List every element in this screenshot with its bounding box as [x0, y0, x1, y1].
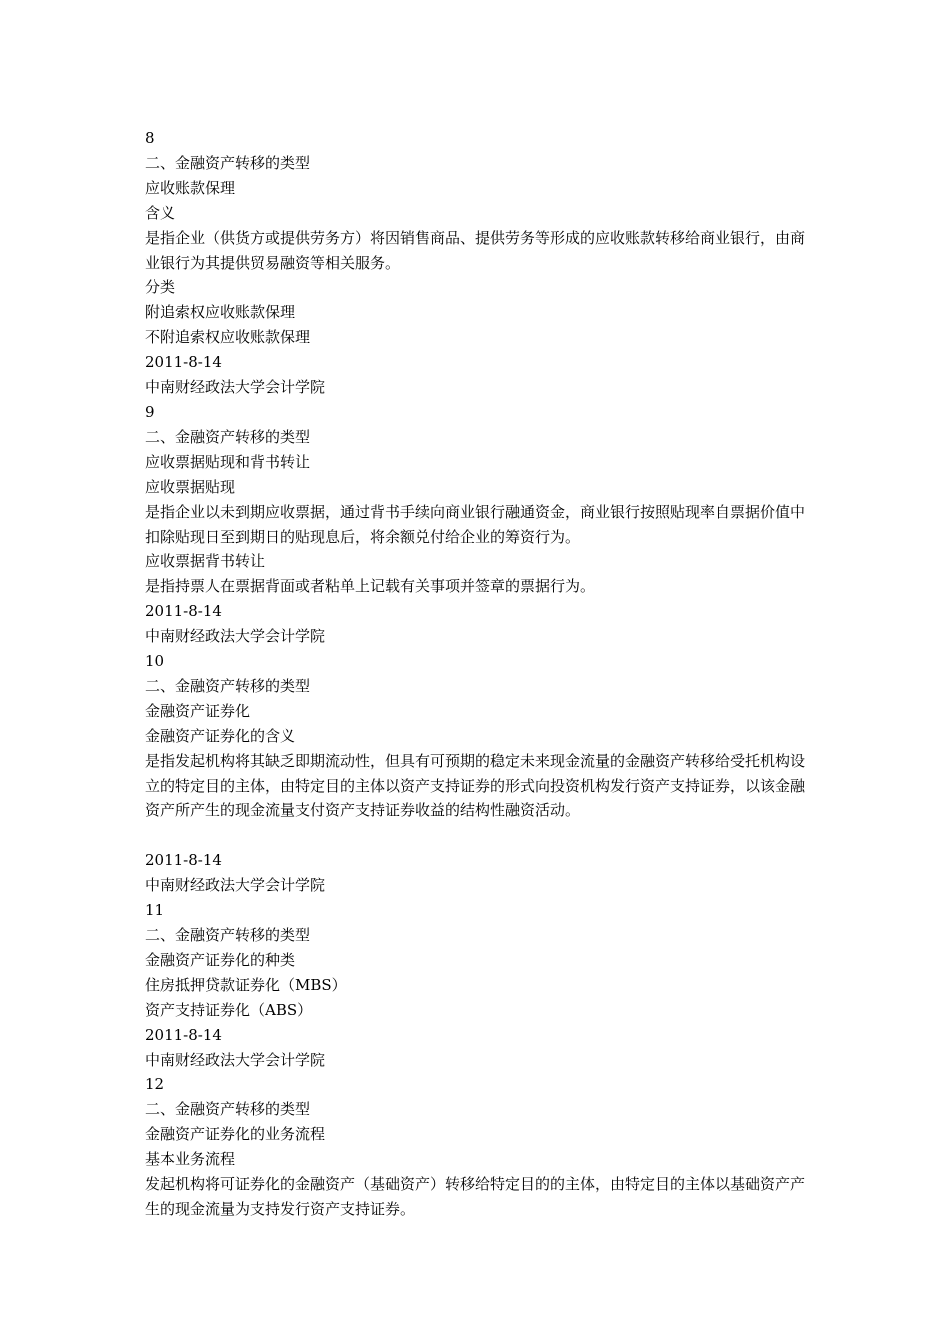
- section-heading: 二、金融资产转移的类型: [145, 1100, 311, 1119]
- category-item: 附追索权应收账款保理: [145, 303, 296, 322]
- subtopic-label: 应收票据贴现: [145, 477, 236, 496]
- blank-line: [145, 823, 810, 848]
- topic-title: 应收票据贴现和背书转让: [145, 452, 311, 471]
- meaning-paragraph: 是指企业（供货方或提供劳务方）将因销售商品、提供劳务等形成的应收账款转移给商业银行，由商业银行为其提供贸易融资等相关服务。: [145, 228, 806, 272]
- date-footer: 2011-8-14: [145, 851, 222, 870]
- date-footer: 2011-8-14: [145, 353, 222, 372]
- section-heading: 二、金融资产转移的类型: [145, 676, 311, 695]
- date-footer: 2011-8-14: [145, 1025, 222, 1044]
- page-number: 11: [145, 901, 165, 920]
- subtopic-paragraph: 是指企业以未到期应收票据，通过背书手续向商业银行融通资金，商业银行按照贴现率自票据价值中扣除贴现日至到期日的贴现息后，将余额兑付给企业的筹资行为。: [145, 502, 806, 546]
- topic-title: 金融资产证券化: [145, 701, 251, 720]
- category-item: 不附追索权应收账款保理: [145, 328, 311, 347]
- section-heading: 二、金融资产转移的类型: [145, 925, 311, 944]
- topic-title: 金融资产证券化的业务流程: [145, 1125, 326, 1144]
- page-number: 9: [145, 402, 155, 421]
- subtopic-paragraph: 发起机构将可证券化的金融资产（基础资产）转移给特定目的的主体，由特定目的主体以基础资产产生的现金流量为支持发行资产支持证券。: [145, 1175, 806, 1218]
- school-footer: 中南财经政法大学会计学院: [145, 627, 326, 646]
- school-footer: 中南财经政法大学会计学院: [145, 1050, 326, 1069]
- section-heading: 二、金融资产转移的类型: [145, 153, 311, 172]
- subtopic-paragraph: 是指持票人在票据背面或者粘单上记载有关事项并签章的票据行为。: [145, 577, 596, 596]
- category-label: 分类: [145, 278, 176, 297]
- school-footer: 中南财经政法大学会计学院: [145, 378, 326, 397]
- school-footer: 中南财经政法大学会计学院: [145, 876, 326, 895]
- page-number: 10: [145, 652, 165, 671]
- page-number: 8: [145, 129, 155, 147]
- topic-title: 金融资产证券化的种类: [145, 950, 296, 969]
- subtopic-label: 金融资产证券化的含义: [145, 726, 296, 745]
- section-heading: 二、金融资产转移的类型: [145, 427, 311, 446]
- subtopic-paragraph: 是指发起机构将其缺乏即期流动性，但具有可预期的稳定未来现金流量的金融资产转移给受托机构设立的特定目的主体，由特定目的主体以资产支持证券的形式向投资机构发行资产支持证券，以该金融资产所产生的现金流量支付资产支持证券收益的结构性融资活动。: [145, 751, 806, 820]
- document-page: [145, 126, 810, 1222]
- topic-title: 应收账款保理: [145, 178, 236, 197]
- date-footer: 2011-8-14: [145, 602, 222, 621]
- list-item: 住房抵押贷款证券化（MBS）: [145, 975, 347, 994]
- page-number: 12: [145, 1075, 165, 1094]
- meaning-label: 含义: [145, 203, 176, 222]
- subtopic-label: 应收票据背书转让: [145, 552, 266, 571]
- list-item: 资产支持证券化（ABS）: [145, 1000, 313, 1019]
- subtopic-label: 基本业务流程: [145, 1150, 236, 1169]
